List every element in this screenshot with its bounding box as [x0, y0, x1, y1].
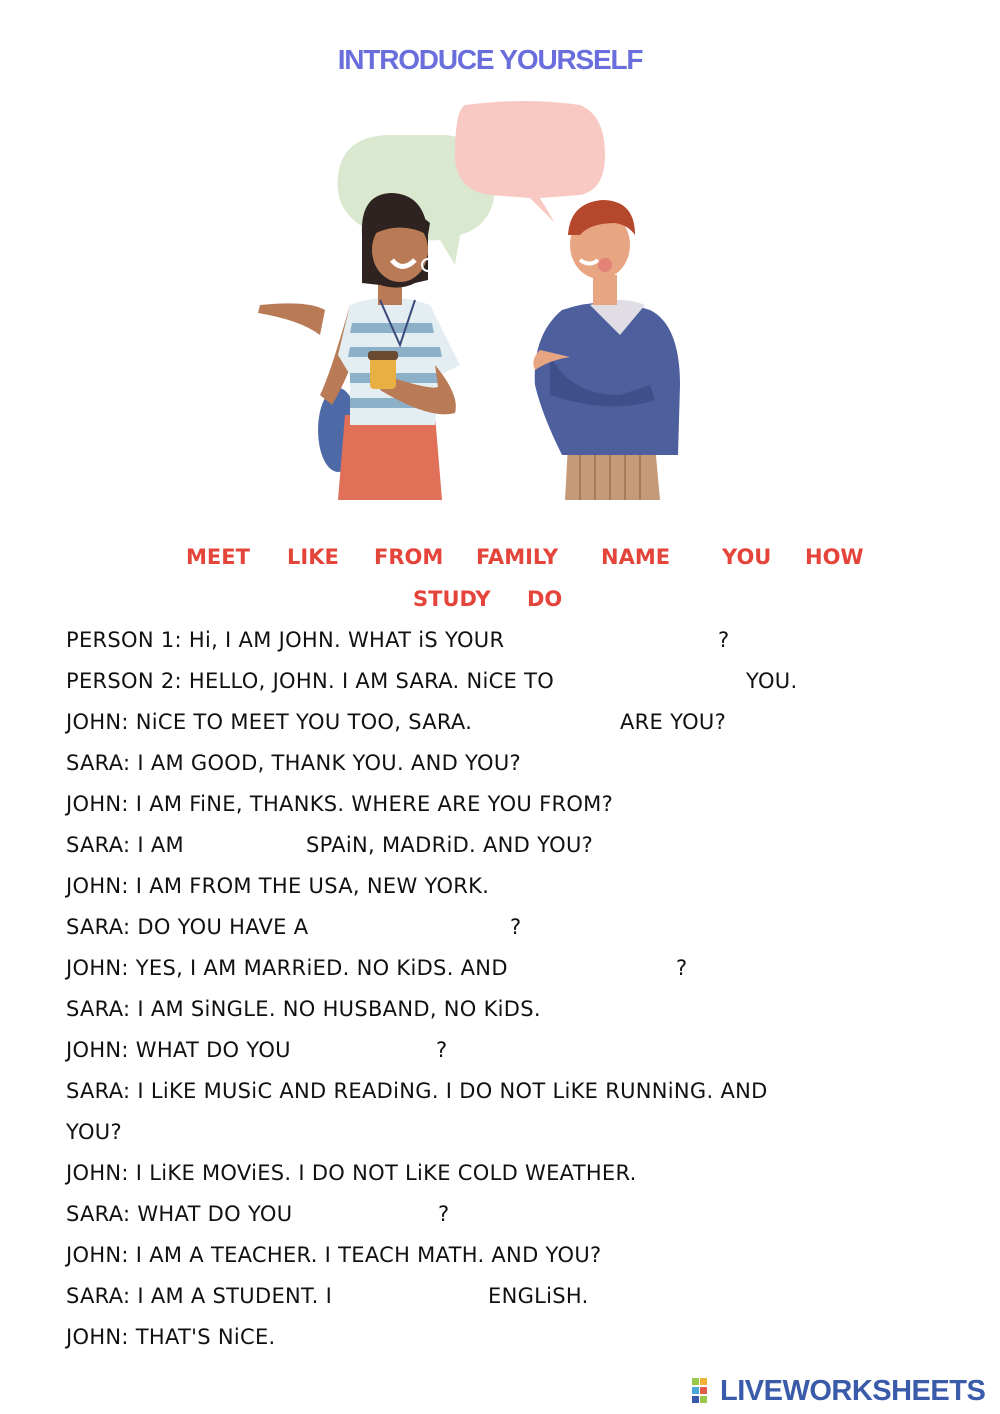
line-text: SARA: I LiKE MUSiC AND READiNG. I DO NOT LiKE RUNNiNG. AND	[66, 1079, 768, 1103]
word-bank-item: LIKE	[287, 545, 339, 569]
blank-input[interactable]	[315, 912, 459, 944]
dialogue-line	[66, 907, 946, 948]
conversation-illustration	[250, 95, 690, 505]
dialogue-line	[66, 620, 946, 661]
word-bank-item: FAMILY	[476, 545, 559, 569]
word-bank-item: STUDY	[413, 587, 491, 611]
line-text: JOHN: YES, I AM MARRiED. NO KiDS. AND	[66, 956, 508, 980]
line-text: ?	[676, 956, 688, 980]
dialogue-line	[66, 1235, 946, 1276]
dialogue-line	[66, 661, 946, 702]
blank-input[interactable]	[511, 625, 655, 657]
blank-input[interactable]	[299, 1199, 383, 1231]
live-badge-icon	[692, 1378, 716, 1404]
dialogue-line	[66, 1276, 946, 1317]
dialogue-line	[66, 743, 946, 784]
line-text: SARA: I AM A STUDENT. I	[66, 1284, 333, 1308]
blank-input[interactable]	[191, 830, 285, 862]
line-text: PERSON 1: Hi, I AM JOHN. WHAT iS YOUR	[66, 628, 505, 652]
dialogue-line	[66, 784, 946, 825]
blank-input[interactable]	[298, 1035, 382, 1067]
word-bank-item: MEET	[186, 545, 250, 569]
word-bank-item: FROM	[374, 545, 444, 569]
line-text: ?	[436, 1038, 448, 1062]
line-text: SARA: I AM	[66, 833, 184, 857]
dialogue-line	[66, 948, 946, 989]
line-text: JOHN: I AM FROM THE USA, NEW YORK.	[66, 874, 490, 898]
line-text: SARA: WHAT DO YOU	[66, 1202, 293, 1226]
line-text: JOHN: NiCE TO MEET YOU TOO, SARA.	[66, 710, 473, 734]
line-text: YOU.	[746, 669, 798, 693]
word-bank-item: HOW	[805, 545, 864, 569]
blank-input[interactable]	[561, 666, 665, 698]
line-text: SPAiN, MADRiD. AND YOU?	[306, 833, 594, 857]
line-text: JOHN: WHAT DO YOU	[66, 1038, 291, 1062]
line-text: PERSON 2: HELLO, JOHN. I AM SARA. NiCE TO	[66, 669, 555, 693]
blank-input[interactable]	[479, 707, 543, 739]
dialogue-line	[66, 825, 946, 866]
logo-text: LIVEWORKSHEETS	[720, 1374, 986, 1407]
dialogue-line	[66, 1153, 946, 1194]
dialogue-line	[66, 1112, 946, 1153]
word-bank-item: NAME	[601, 545, 671, 569]
dialogue-line	[66, 866, 946, 907]
word-bank-item: DO	[527, 587, 563, 611]
line-text: ?	[718, 628, 730, 652]
line-text: ?	[510, 915, 522, 939]
line-text: JOHN: I LiKE MOViES. I DO NOT LiKE COLD WEATHER.	[66, 1161, 637, 1185]
word-bank-row-2	[0, 587, 1000, 617]
line-text: JOHN: THAT'S NiCE.	[66, 1325, 276, 1349]
line-text: YOU?	[66, 1120, 122, 1144]
page-title: INTRODUCE YOURSELF	[337, 44, 643, 75]
liveworksheets-logo[interactable]	[692, 1374, 985, 1408]
dialogue-line	[66, 989, 946, 1030]
blank-input[interactable]	[339, 1281, 433, 1313]
line-text: JOHN: I AM FiNE, THANKS. WHERE ARE YOU FROM?	[66, 792, 614, 816]
dialogue-line	[66, 702, 946, 743]
line-text: JOHN: I AM A TEACHER. I TEACH MATH. AND YOU?	[66, 1243, 602, 1267]
blank-input[interactable]	[515, 953, 599, 985]
dialogue-line	[66, 1030, 946, 1071]
line-text: SARA: I AM SiNGLE. NO HUSBAND, NO KiDS.	[66, 997, 541, 1021]
man-figure	[533, 200, 680, 500]
line-text: SARA: DO YOU HAVE A	[66, 915, 309, 939]
line-text: SARA: I AM GOOD, THANK YOU. AND YOU?	[66, 751, 521, 775]
line-text: ?	[438, 1202, 450, 1226]
dialogue-line	[66, 1317, 946, 1358]
line-text: ENGLiSH.	[488, 1284, 589, 1308]
dialogue	[66, 620, 946, 1358]
line-text: ARE YOU?	[620, 710, 727, 734]
dialogue-line	[66, 1071, 946, 1112]
dialogue-line	[66, 1194, 946, 1235]
word-bank-row-1	[0, 545, 1000, 575]
word-bank-item: YOU	[722, 545, 772, 569]
